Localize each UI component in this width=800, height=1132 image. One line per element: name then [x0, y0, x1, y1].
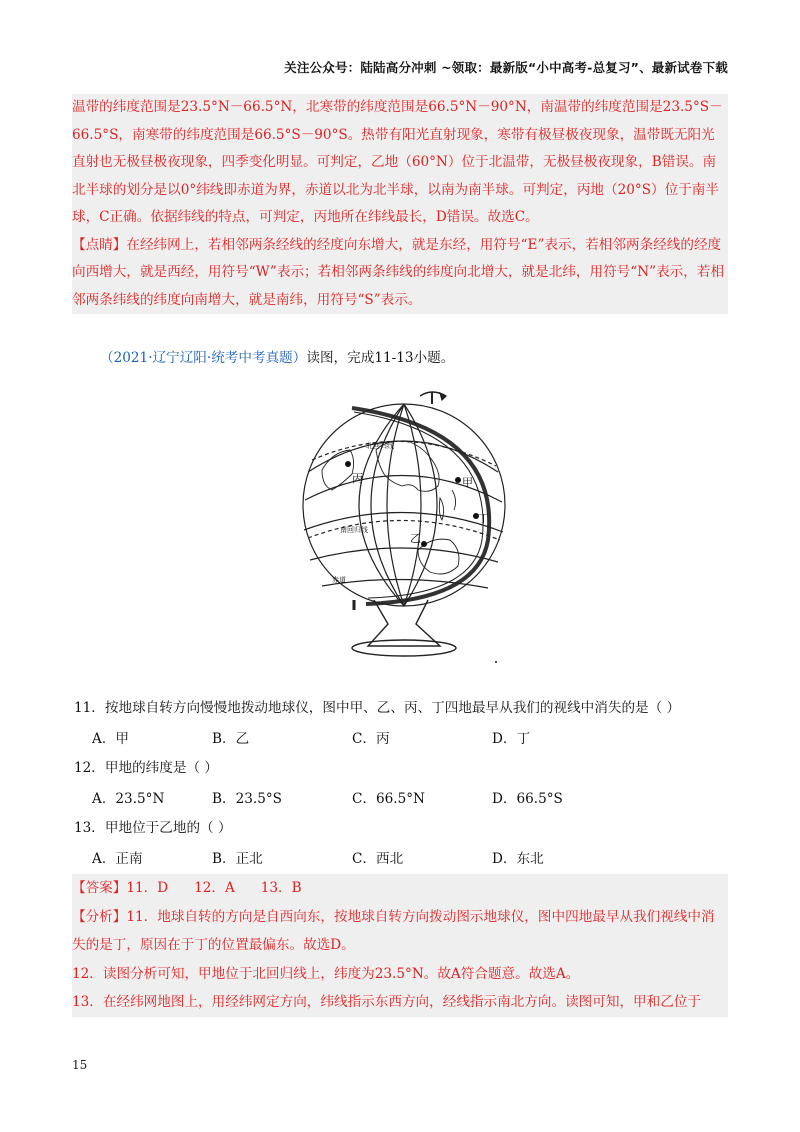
question-11-options [74, 727, 734, 756]
globe-figure [292, 390, 506, 672]
analysis-12: 12．读图分析可知，甲地位于北回归线上，纬度为23.5°N。故A符合题意。故选A。 [72, 960, 728, 989]
label-tropic-south: 南回归线 [340, 526, 368, 534]
q11-option-b: B．乙 [212, 731, 250, 747]
key-point-tag: 【点睛】 [72, 236, 127, 253]
globe-stand [368, 600, 440, 646]
page-header: 关注公众号：陆陆高分冲刺 ~领取：最新版“小中高考-总复习”、最新试卷下载 [284, 60, 728, 75]
key-point-note [72, 232, 728, 315]
q12-option-d: D．66.5°S [492, 791, 563, 807]
analysis-line [72, 903, 728, 960]
answer-line [72, 874, 728, 903]
q12-option-a: A．23.5°N [92, 791, 165, 807]
key-point-text: 在经纬网上，若相邻两条经线的经度向东增大，就是东经，用符号“E”表示，若相邻两条经线的经度向西增大，就是西经，用符号“W”表示；若相邻两条纬线的纬度向北增大，就是北纬，用符号“N”表示，若相邻两条纬线的纬度向南增大，就是南纬，用符号“S”表示。 [72, 236, 725, 308]
q13-option-c: C．西北 [352, 851, 404, 867]
analysis-text: 11．地球自转的方向是自西向东，按地球自转方向拨动图示地球仪，图中四地最早从我们视线中消失的是丁，原因在于丁的位置最偏东。故选D。 [72, 908, 715, 954]
question-source [100, 346, 454, 370]
point-bing [345, 461, 351, 467]
question-13-options [74, 847, 734, 876]
q13-option-b: B．正北 [212, 851, 263, 867]
label-jia: 甲 [462, 476, 473, 489]
q11-option-d: D．丁 [492, 731, 531, 747]
q13-option-a: A．正南 [92, 851, 143, 867]
label-bing: 丙 [352, 472, 363, 485]
label-yi: 乙 [410, 532, 421, 545]
q11-option-c: C．丙 [352, 731, 390, 747]
q12-option-c: C．66.5°N [352, 791, 425, 807]
page-number: 15 [72, 1058, 88, 1072]
explanation-top [72, 94, 728, 314]
q12-option-b: B．23.5°S [212, 791, 282, 807]
q13-option-d: D．东北 [492, 851, 544, 867]
analysis-tag: 【分析】 [72, 908, 127, 925]
label-ding: 丁 [478, 512, 489, 525]
question-12-stem: 12．甲地的纬度是（ ） [74, 760, 218, 776]
questions [74, 696, 734, 876]
question-13-stem: 13．甲地位于乙地的（ ） [74, 820, 232, 836]
explanation-paragraph: 温带的纬度范围是23.5°N－66.5°N，北寒带的纬度范围是66.5°N－90°N，南温带的纬度范围是23.5°S－66.5°S，南寒带的纬度范围是66.5°S－90°S。热带有阳光直射现象，寒带有极昼极夜现象，温带既无阳光直射也无极昼极夜现象，四季变化明显。可判定，乙地（60°N）位于北温带，无极昼极夜现象，B错误。南北半球的划分是以0°纬线即赤道为界，赤道以北为北半球，以南为南半球。可判定，丙地（20°S）位于南半球，C正确。依据纬线的特点，可判定，丙地所在纬线最长，D错误。故选C。 [72, 94, 728, 232]
label-equator: 赤道 [332, 576, 346, 584]
source-citation: （2021·辽宁辽阳·统考中考真题） [100, 350, 307, 366]
source-instruction: 读图，完成11-13小题。 [306, 350, 455, 366]
label-tropic-north: 北回归线 [366, 442, 394, 450]
answer-tag: 【答案】 [72, 880, 127, 896]
point-jia [455, 477, 461, 483]
q11-option-a: A．甲 [92, 731, 130, 747]
question-12-options [74, 787, 734, 816]
answer-analysis [72, 874, 728, 1017]
answer-text: 11．D 12．A 13．B [126, 880, 302, 896]
point-yi [421, 541, 427, 547]
question-11-stem: 11．按地球自转方向慢慢地拨动地球仪，图中甲、乙、丙、丁四地最早从我们的视线中消失的是（ ） [74, 700, 681, 716]
analysis-13: 13．在经纬网地图上，用经纬网定方向，纬线指示东西方向，经线指示南北方向。读图可知，甲和乙位于 [72, 988, 728, 1017]
